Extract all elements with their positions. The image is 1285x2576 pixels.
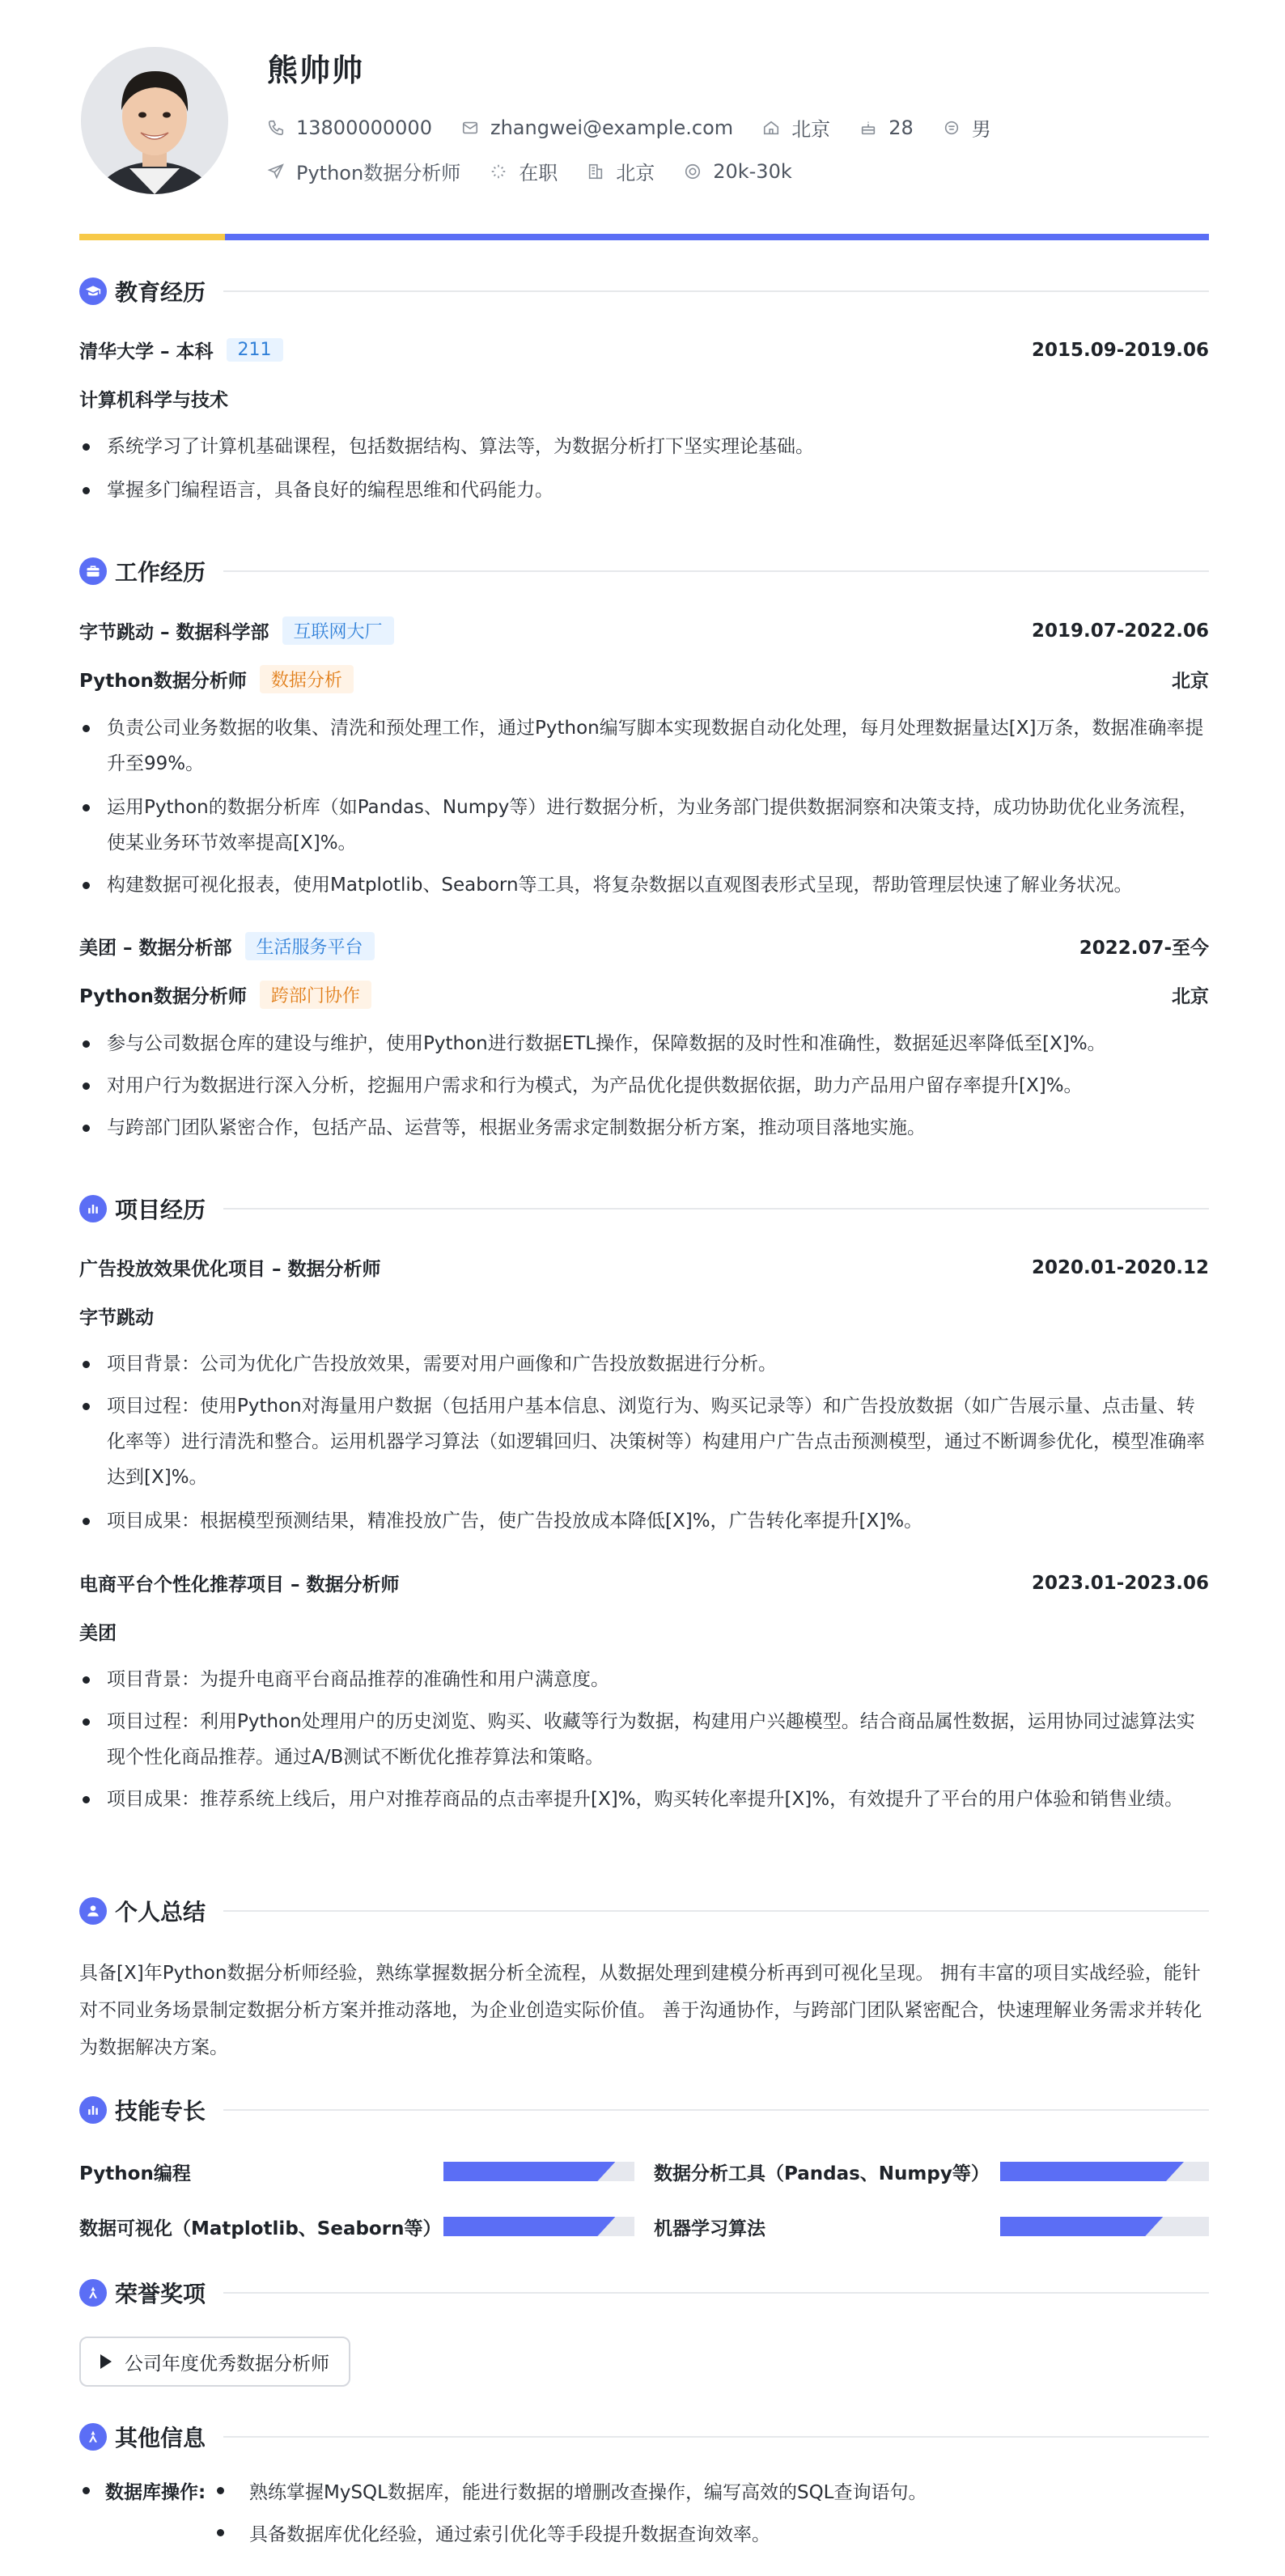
list-item: 项目背景：为提升电商平台商品推荐的准确性和用户满意度。 xyxy=(79,1662,1209,1697)
company-name: 字节跳动 – 数据科学部 xyxy=(79,622,269,643)
projects-title: 项目经历 xyxy=(115,1197,206,1223)
school-name: 清华大学 – 本科 xyxy=(79,341,214,362)
loading-icon xyxy=(490,163,507,180)
mail-icon xyxy=(461,119,479,137)
award-icon xyxy=(79,2279,107,2307)
project-name: 广告投放效果优化项目 – 数据分析师 xyxy=(79,1259,381,1280)
skill-bar xyxy=(1000,2162,1209,2181)
job-header-row xyxy=(79,616,1209,645)
list-item: 熟练掌握MySQL数据库，能进行数据的增删改查操作，编写高效的SQL查询语句。 xyxy=(249,2482,927,2503)
awards-title: 荣誉奖项 xyxy=(115,2281,206,2307)
age-value: 28 xyxy=(888,116,914,139)
list-item: 项目成果：根据模型预测结果，精准投放广告，使广告投放成本降低[X]%，广告转化率提升[X]%。 xyxy=(79,1503,1209,1539)
list-item: 项目成果：推荐系统上线后，用户对推荐商品的点击率提升[X]%，购买转化率提升[X]%，有效提升了平台的用户体验和销售业绩。 xyxy=(79,1782,1209,1817)
gender-icon xyxy=(943,119,961,137)
award-label: 公司年度优秀数据分析师 xyxy=(125,2353,329,2375)
other-key: 数据库操作: xyxy=(105,2482,206,2503)
award-item xyxy=(79,2337,350,2387)
header-divider xyxy=(79,234,1209,240)
list-item: 与跨部门团队紧密合作，包括产品、运营等，根据业务需求定制数据分析方案，推动项目落地实施。 xyxy=(79,1110,1209,1146)
education-title: 教育经历 xyxy=(115,279,206,306)
project-header-row xyxy=(79,1570,1209,1596)
job-title-item xyxy=(267,157,460,185)
list-item: 对用户行为数据进行深入分析，挖掘用户需求和行为模式，为产品优化提供数据依据，助力产品用户留存率提升[X]%。 xyxy=(79,1068,1209,1104)
job-location: 北京 xyxy=(1172,671,1209,692)
skill-bar xyxy=(1000,2217,1209,2236)
resume-header xyxy=(79,0,1209,235)
list-dot xyxy=(83,2487,90,2494)
summary-section xyxy=(79,1895,1209,1927)
skill-bar-fill xyxy=(443,2162,615,2181)
user-icon xyxy=(79,1897,107,1925)
work-section xyxy=(79,555,1209,587)
skill-label: 数据可视化（Matplotlib、Seaborn等） xyxy=(79,2218,442,2239)
work-title: 工作经历 xyxy=(115,559,206,586)
home-icon xyxy=(762,119,780,137)
list-item: 构建数据可视化报表，使用Matplotlib、Seaborn等工具，将复杂数据以直观图表形式呈现，帮助管理层快速了解业务状况。 xyxy=(79,867,1209,903)
job-header-row xyxy=(79,932,1209,960)
project-name: 电商平台个性化推荐项目 – 数据分析师 xyxy=(79,1574,400,1595)
graduation-cap-icon xyxy=(79,278,107,305)
gender-value: 男 xyxy=(971,118,991,141)
briefcase-icon xyxy=(79,557,107,585)
list-item: 项目过程：利用Python处理用户的历史浏览、购买、收藏等行为数据，构建用户兴趣模型。结合商品属性数据，运用协同过滤算法实现个性化商品推荐。通过A/B测试不断优化推荐算法和策略。 xyxy=(79,1704,1209,1775)
cake-icon xyxy=(859,119,877,137)
project-org: 字节跳动 xyxy=(79,1307,154,1328)
skill-bar xyxy=(443,2162,634,2181)
list-item: 系统学习了计算机基础课程，包括数据结构、算法等，为数据分析打下坚实理论基础。 xyxy=(79,429,1209,464)
skill-label: Python编程 xyxy=(79,2163,191,2184)
project-header-row xyxy=(79,1254,1209,1281)
awards-section xyxy=(79,2277,1209,2309)
company-tag: 互联网大厂 xyxy=(282,616,394,645)
education-section xyxy=(79,275,1209,307)
summary-title: 个人总结 xyxy=(115,1899,206,1926)
job-location: 北京 xyxy=(1172,986,1209,1007)
status-value: 在职 xyxy=(519,162,558,184)
projects-section xyxy=(79,1193,1209,1225)
major-name: 计算机科学与技术 xyxy=(79,390,228,411)
list-item: 项目背景：公司为优化广告投放效果，需要对用户画像和广告投放数据进行分析。 xyxy=(79,1346,1209,1382)
candidate-name: 熊帅帅 xyxy=(267,53,365,88)
target-city-item xyxy=(587,157,655,185)
company-tag: 生活服务平台 xyxy=(245,932,375,960)
other-title: 其他信息 xyxy=(115,2425,206,2451)
city-item xyxy=(762,113,830,142)
school-tag: 211 xyxy=(227,338,283,362)
major-row xyxy=(79,385,1209,412)
building-icon xyxy=(587,163,604,180)
role-tag: 跨部门协作 xyxy=(260,981,371,1009)
skill-label: 机器学习算法 xyxy=(654,2218,765,2239)
project-org-row xyxy=(79,1618,1209,1645)
phone-value: 13800000000 xyxy=(296,116,432,139)
other-section xyxy=(79,2421,1209,2453)
resume-page xyxy=(79,0,1209,2545)
email-item xyxy=(461,117,733,139)
job-intent-row xyxy=(267,157,821,185)
avatar xyxy=(81,47,228,194)
summary-text: 具备[X]年Python数据分析师经验，熟练掌握数据分析全流程，从数据处理到建模分析再到可视化呈现。 拥有丰富的项目实战经验，能针对不同业务场景制定数据分析方案并推动落地，为企业创造实际价值。 善于沟通协作，与跨部门团队紧密配合，快速理解业务需求并转化为数据解决方案。 xyxy=(79,1963,1202,2058)
project-date: 2020.01-2020.12 xyxy=(1031,1256,1209,1278)
job-role-row xyxy=(79,981,1209,1009)
phone-icon xyxy=(267,119,285,137)
age-item xyxy=(859,117,914,139)
project-org-row xyxy=(79,1303,1209,1329)
job-role: Python数据分析师 xyxy=(79,671,247,692)
gender-item xyxy=(943,113,991,142)
job-date: 2019.07-2022.06 xyxy=(1031,620,1209,642)
role-tag: 数据分析 xyxy=(260,665,354,693)
job-date: 2022.07-至今 xyxy=(1079,938,1209,959)
job-role: Python数据分析师 xyxy=(79,986,247,1007)
phone-item xyxy=(267,117,432,139)
list-item: 具备数据库优化经验，通过索引优化等手段提升数据查询效率。 xyxy=(249,2524,770,2545)
play-icon xyxy=(100,2354,112,2369)
company-name: 美团 – 数据分析部 xyxy=(79,938,232,959)
project-date: 2023.01-2023.06 xyxy=(1031,1572,1209,1594)
target-city-value: 北京 xyxy=(616,162,655,184)
job-role-row xyxy=(79,665,1209,693)
skill-label: 数据分析工具（Pandas、Numpy等） xyxy=(654,2163,990,2184)
skill-bar-fill xyxy=(443,2217,615,2236)
skills-section xyxy=(79,2094,1209,2126)
list-item: 参与公司数据仓库的建设与维护，使用Python进行数据ETL操作，保障数据的及时性和准确性，数据延迟率降低至[X]%。 xyxy=(79,1026,1209,1061)
education-date: 2015.09-2019.06 xyxy=(1031,339,1209,361)
skill-bar-fill xyxy=(1000,2217,1163,2236)
contact-row xyxy=(267,113,1020,142)
project-org: 美团 xyxy=(79,1623,117,1644)
status-item xyxy=(490,157,558,185)
award-icon xyxy=(79,2423,107,2451)
salary-item xyxy=(684,160,792,183)
list-item: 项目过程：使用Python对海量用户数据（包括用户基本信息、浏览行为、购买记录等）和广告投放数据（如广告展示量、点击量、转化率等）进行清洗和整合。运用机器学习算法（如逻辑回归、决策树等）构建用户广告点击预测模型，通过不断调参优化，模型准确率达到[X]%。 xyxy=(79,1388,1209,1495)
list-item: 运用Python的数据分析库（如Pandas、Numpy等）进行数据分析，为业务部门提供数据洞察和决策支持，成功协助优化业务流程，使某业务环节效率提高[X]%。 xyxy=(79,790,1209,861)
skills-title: 技能专长 xyxy=(115,2098,206,2125)
list-item: 掌握多门编程语言，具备良好的编程思维和代码能力。 xyxy=(79,472,1209,508)
email-value: zhangwei@example.com xyxy=(490,116,734,139)
list-dot xyxy=(217,2529,224,2536)
list-dot xyxy=(217,2487,224,2494)
list-item: 负责公司业务数据的收集、清洗和预处理工作，通过Python编写脚本实现数据自动化处理，每月处理数据量达[X]万条，数据准确率提升至99%。 xyxy=(79,710,1209,782)
bar-chart-icon xyxy=(79,2096,107,2124)
bar-chart-icon xyxy=(79,1195,107,1222)
coin-icon xyxy=(684,163,702,180)
job-title-value: Python数据分析师 xyxy=(296,162,461,184)
skill-bar xyxy=(443,2217,634,2236)
education-header-row xyxy=(79,337,1209,363)
city-value: 北京 xyxy=(791,118,831,141)
send-icon xyxy=(267,163,285,180)
skill-bar-fill xyxy=(1000,2162,1184,2181)
salary-value: 20k-30k xyxy=(713,159,792,183)
